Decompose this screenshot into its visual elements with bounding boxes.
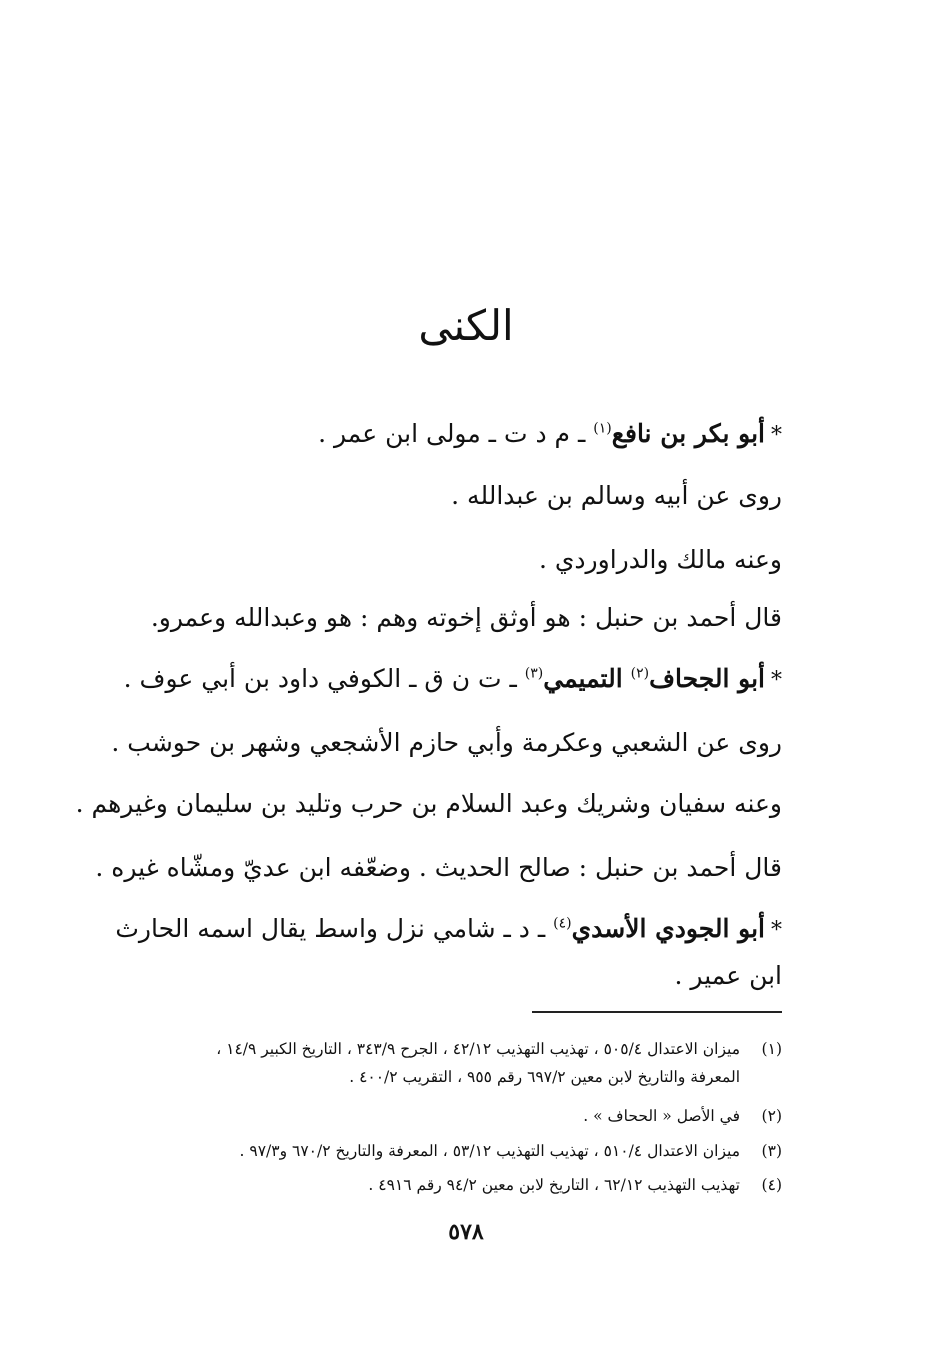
footnote-1-continuation — [349, 1064, 782, 1090]
entry-2-narrated-from: روى عن الشعبي وعكرمة وأبي حازم الأشجعي وشهر بن حوشب . — [111, 728, 782, 757]
footnote-ref-4: (٤) — [553, 915, 572, 932]
footnote-number: (٣) — [761, 1142, 782, 1160]
entry-3-name: أبو الجودي الأسدي — [571, 914, 765, 943]
entry-1-opinion: قال أحمد بن حنبل : هو أوثق إخوته وهم : هو وعبدالله وعمرو. — [150, 603, 782, 632]
section-title: الكنى — [418, 301, 514, 350]
footnote-number: (٢) — [761, 1107, 782, 1125]
footnote-ref-2: (٢) — [630, 665, 650, 682]
entry-3-rest: ـ د ـ شامي نزل واسط يقال اسمه الحارث — [115, 914, 554, 943]
footnote-text: المعرفة والتاريخ لابن معين ٦٩٧/٢ رقم ٩٥٥ ، التقريب ٤٠٠/٢ . — [349, 1068, 740, 1086]
entry-3-heading — [115, 909, 782, 951]
entry-3-continuation: ابن عمير . — [674, 961, 782, 990]
footnote-ref-3: (٣) — [524, 665, 544, 682]
footnote-text: تهذيب التهذيب ٦٢/١٢ ، التاريخ لابن معين ٩٤/٢ رقم ٤٩١٦ . — [368, 1176, 740, 1194]
entry-1-heading — [318, 414, 782, 456]
entry-2-rest: ـ ت ن ق ـ الكوفي داود بن أبي عوف . — [123, 664, 525, 693]
footnote-text: ميزان الاعتدال ٥٠٥/٤ ، تهذيب التهذيب ٤٢/١٢ ، الجرح ٣٤٣/٩ ، التاريخ الكبير ١٤/٩ ، — [216, 1040, 740, 1058]
footnote-number: (١) — [761, 1040, 782, 1058]
footnote-text: ميزان الاعتدال ٥١٠/٤ ، تهذيب التهذيب ٥٣/١٢ ، المعرفة والتاريخ ٦٧٠/٢ و٩٧/٣ . — [239, 1142, 740, 1160]
entry-2-name: أبو الجحاف — [649, 664, 765, 693]
footnote-1 — [216, 1036, 782, 1062]
entry-1-name: أبو بكر بن نافع — [611, 419, 765, 448]
entry-2-heading — [124, 659, 782, 701]
footnote-text: في الأصل « الححاف » . — [583, 1107, 740, 1125]
footnote-separator — [532, 1011, 782, 1013]
entry-marker: * — [771, 668, 782, 693]
page-number: ٥٧٨ — [448, 1219, 484, 1245]
entry-2-narrators: وعنه سفيان وشريك وعبد السلام بن حرب وتليد بن سليمان وغيرهم . — [75, 789, 782, 818]
footnote-3 — [240, 1138, 782, 1164]
entry-marker: * — [771, 918, 782, 943]
footnote-number: (٤) — [761, 1176, 782, 1194]
entry-1-narrators: وعنه مالك والدراوردي . — [538, 545, 782, 574]
footnote-ref-1: (١) — [593, 420, 612, 437]
footnote-4 — [368, 1172, 782, 1198]
entry-2-opinion: قال أحمد بن حنبل : صالح الحديث . وضعّفه ابن عديّ ومشّاه غيره . — [95, 853, 782, 882]
entry-marker: * — [771, 423, 782, 448]
entry-1-rest: ـ م د ت ـ مولى ابن عمر . — [318, 419, 594, 448]
footnote-2 — [583, 1103, 782, 1129]
entry-1-narrated-from: روى عن أبيه وسالم بن عبدالله . — [451, 481, 782, 510]
entry-2-nisba: التميمي — [543, 664, 623, 693]
